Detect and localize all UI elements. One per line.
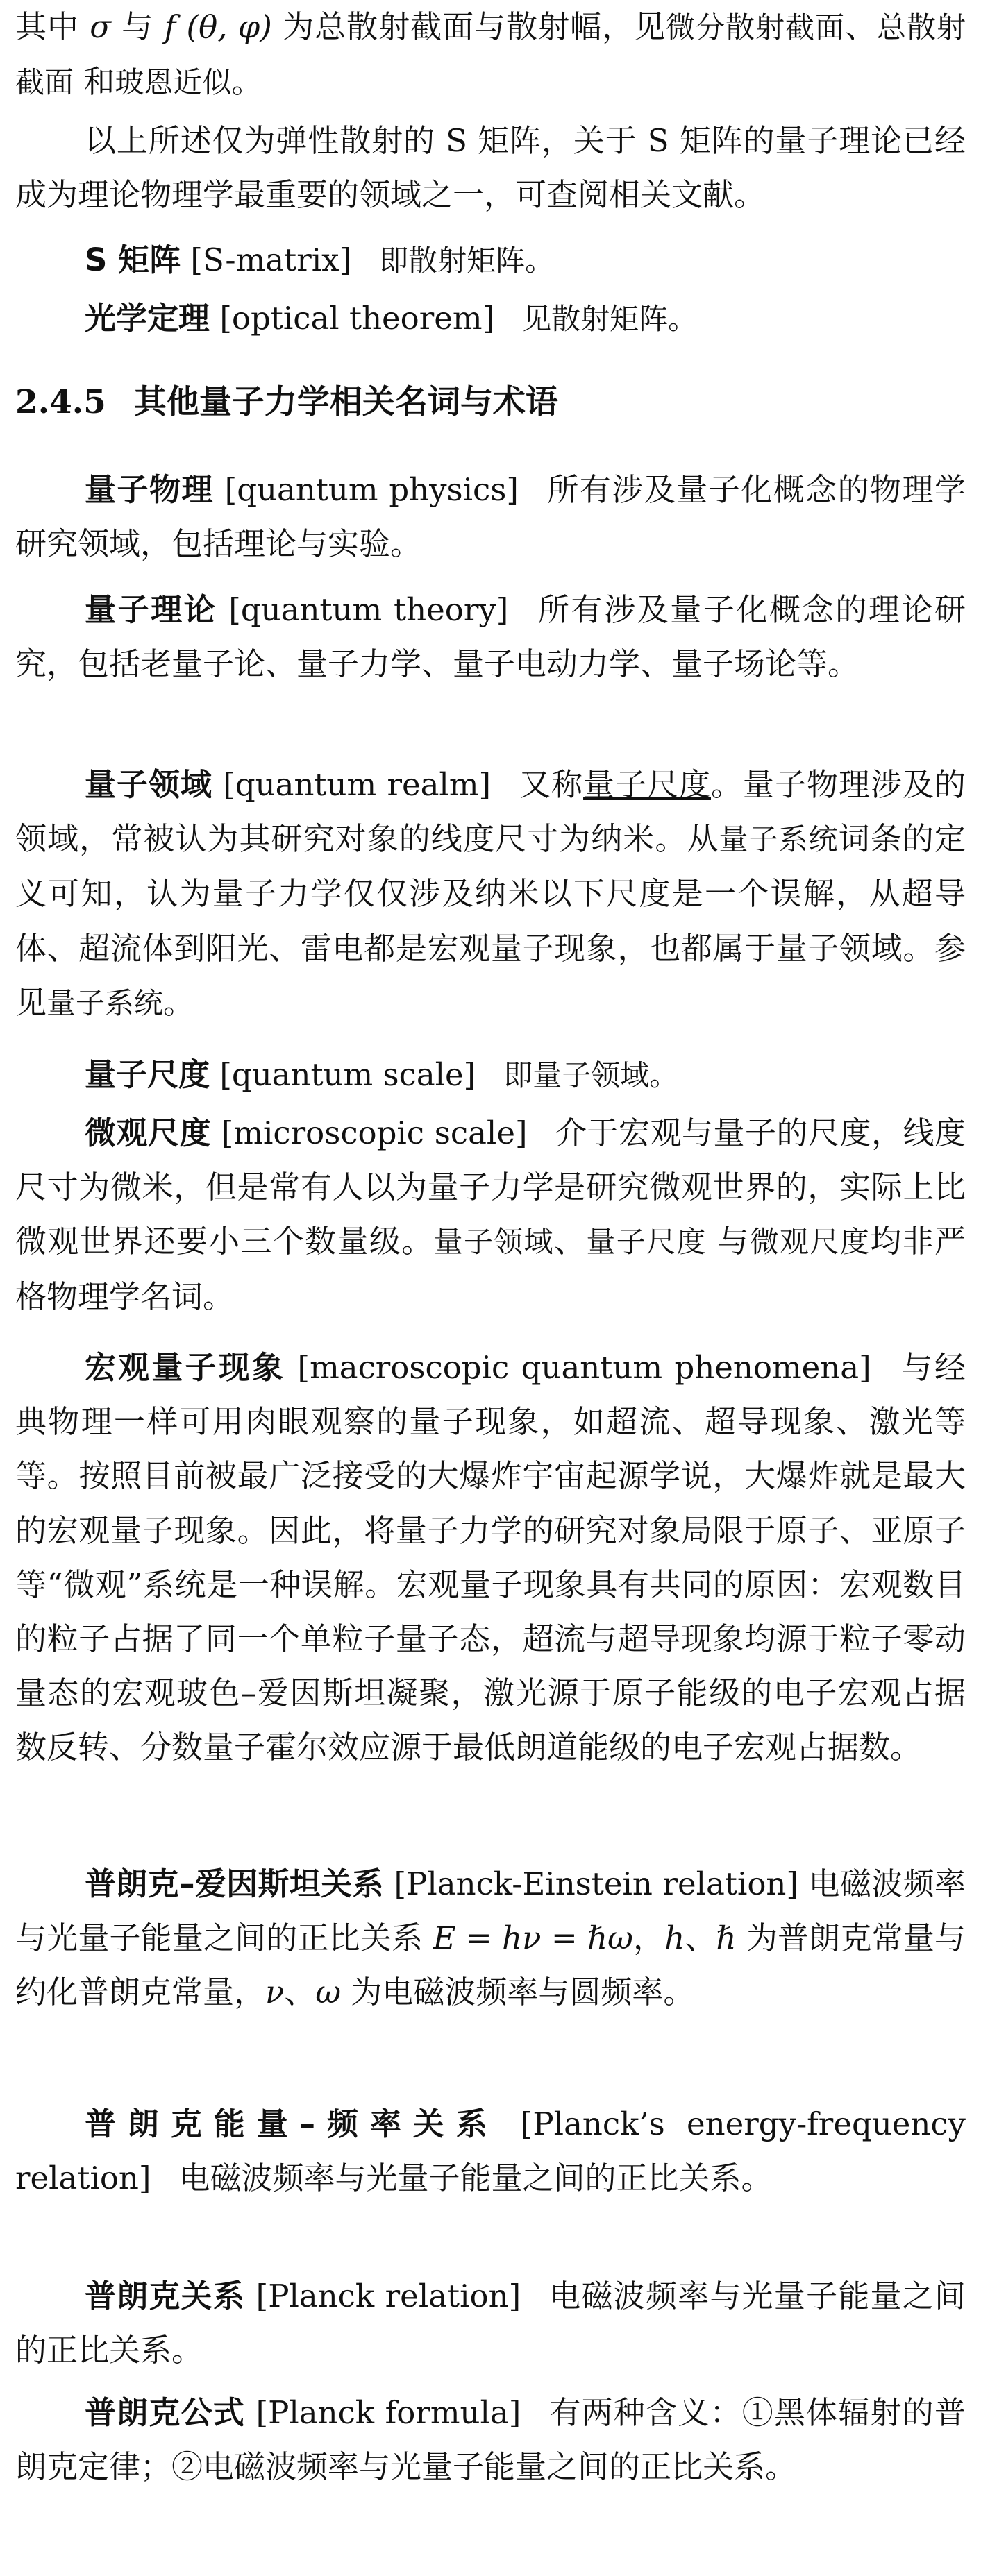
section-heading <box>15 378 966 427</box>
term-chinese: 量子物理 <box>85 471 214 508</box>
term-english: [quantum realm] <box>223 766 492 803</box>
math-h: h <box>664 1920 685 1957</box>
entry-body: 、 <box>284 1974 316 2011</box>
entry-body: 即散射矩阵。 <box>379 244 555 278</box>
term-english: [quantum scale] <box>219 1056 476 1093</box>
section-number: 2.4.5 <box>15 383 106 421</box>
text: 、 <box>845 8 877 45</box>
xref-quantum-scale: 量子尺度 <box>586 1225 707 1260</box>
math-sigma: σ <box>90 8 111 45</box>
entry-body: 。量子物理涉及的领域，常被认为其研究对象的线度尺寸为纳米。从 <box>15 766 966 858</box>
entry-body: 与经典物理一样可用肉眼观察的量子现象，如超流、超导现象、激光等等。按照目前被最广泛接受的大爆炸宇宙起源学说，大爆炸就是最大的宏观量子现象。因此，将量子力学的研究对象局限于原子、亚原子等“微观”系统是一种误解。宏观量子现象具有共同的原因：宏观数目的粒子占据了同一个单粒子量子态，超流与超导现象均源于粒子零动量态的宏观玻色–爱因斯坦凝聚，激光源于原子能级的电子宏观占据数反转、分数量子霍尔效应源于最低朗道能级的电子宏观占据数。 <box>15 1349 966 1766</box>
math-hbar: ℏ <box>716 1920 737 1957</box>
entry-body: 、 <box>554 1223 587 1260</box>
entry-quantum-scale <box>15 1048 966 1103</box>
term-english: [quantum physics] <box>224 471 519 508</box>
xref-quantum-system: 量子系统 <box>47 985 164 1020</box>
math-scattering-amplitude: f (θ, φ) <box>164 8 272 45</box>
term-chinese: 普朗克–爱因斯坦关系 <box>85 1865 384 1902</box>
entry-macroscopic-quantum-phenomena <box>15 1341 966 1775</box>
entry-s-matrix <box>15 233 966 288</box>
math-omega: ω <box>315 1974 342 2011</box>
entry-quantum-realm <box>15 758 966 1031</box>
xref-total-cross-section: 总散射截面 <box>15 10 966 100</box>
entry-body: 介于宏观与量子的尺度，线度尺寸为微米，但是常有人以为量子力学是研究微观世界的，实际上比微观世界还要小三个数量级。 <box>15 1115 966 1260</box>
term-chinese: 宏观量子现象 <box>85 1349 286 1386</box>
text: 。 <box>231 63 263 101</box>
term-chinese: 量子尺度 <box>85 1056 210 1093</box>
term-chinese: 微观尺度 <box>85 1115 211 1151</box>
term-english: [S-matrix] <box>190 242 352 278</box>
entry-body: 又称 <box>519 766 584 803</box>
entry-body: 词条的定义可知，认为量子力学仅仅涉及纳米以下尺度是一个误解，从超导体、超流体到阳光、雷电都是宏观量子现象，也都属于量子领域。参见 <box>15 820 966 1021</box>
entry-body: 。 <box>163 983 195 1021</box>
term-chinese: 量子理论 <box>85 591 217 628</box>
smatrix-note-paragraph: 以上所述仅为弹性散射的 S 矩阵，关于 S 矩阵的量子理论已经成为理论物理学最重要的领域之一，可查阅相关文献。 <box>15 122 966 214</box>
entry-planck-energy-frequency-relation <box>15 2097 966 2205</box>
term-chinese: S 矩阵 <box>85 242 181 278</box>
xref-differential-cross-section: 微分散射截面 <box>666 10 845 44</box>
term-english: [macroscopic quantum phenomena] <box>297 1349 871 1386</box>
entry-planck-einstein-relation <box>15 1857 966 2020</box>
entry-body: 为普朗克常量与约化普朗克常量， <box>15 1920 966 2011</box>
text: 其中 <box>15 8 90 45</box>
intro-paragraph <box>15 0 966 110</box>
xref-born-approximation: 玻恩近似 <box>115 65 232 100</box>
section-title: 其他量子力学相关名词与术语 <box>133 383 558 421</box>
term-english: [optical theorem] <box>219 300 495 337</box>
term-english: [Planck relation] <box>255 2278 521 2314</box>
entry-body: 为电磁波频率与圆频率。 <box>341 1974 695 2011</box>
entry-optical-theorem <box>15 291 966 346</box>
xref-quantum-system: 量子系统 <box>719 822 839 857</box>
entry-quantum-physics <box>15 463 966 571</box>
term-english: [Planck formula] <box>255 2394 521 2431</box>
text: 与 <box>111 8 165 45</box>
entry-body: 所有涉及量子化概念的理论研究，包括老量子论、量子力学、量子电动力学、量子场论等。 <box>15 591 966 683</box>
math-planck-einstein: E = hν = ℏω <box>433 1920 633 1957</box>
math-nu: ν <box>265 1974 285 2011</box>
entry-body: 、 <box>685 1920 716 1957</box>
entry-body: ， <box>632 1920 665 1957</box>
entry-planck-formula <box>15 2386 966 2494</box>
text: 为总散射截面与散射幅，见 <box>271 8 666 45</box>
term-chinese: 普朗克能量–频率关系 <box>85 2105 499 2142</box>
text: 和 <box>74 63 115 101</box>
entry-planck-relation <box>15 2269 966 2378</box>
entry-body: 电磁波频率与光量子能量之间的正比关系。 <box>178 2160 773 2197</box>
term-english: [microscopic scale] <box>221 1115 528 1151</box>
entry-body: 有两种含义：①黑体辐射的普朗克定律；②电磁波频率与光量子能量之间的正比关系。 <box>15 2394 966 2486</box>
entry-body: 均非严格物理学名词。 <box>15 1223 966 1315</box>
term-chinese: 量子领域 <box>85 766 212 803</box>
term-english: [Planck’s energy-frequency relation] <box>15 2105 966 2197</box>
xref-quantum-realm: 量子领域 <box>433 1225 555 1260</box>
entry-body: 电磁波频率与光量子能量之间的正比关系。 <box>15 2278 966 2369</box>
entry-body: 即量子领域。 <box>503 1058 679 1092</box>
entry-quantum-theory <box>15 583 966 691</box>
entry-body: 与 <box>706 1223 750 1260</box>
entry-body: 见散射矩阵。 <box>522 302 698 336</box>
term-chinese: 普朗克关系 <box>85 2278 246 2314</box>
underlined-term: 量子尺度 <box>583 766 711 803</box>
entry-microscopic-scale <box>15 1106 966 1324</box>
term-english: [quantum theory] <box>228 591 509 628</box>
term-english: [Planck-Einstein relation] <box>394 1865 798 1902</box>
term-chinese: 普朗克公式 <box>85 2394 246 2431</box>
xref-microscopic-scale: 微观尺度 <box>749 1225 871 1260</box>
entry-body: 电磁波频率与光量子能量之间的正比关系 <box>15 1865 966 1957</box>
term-chinese: 光学定理 <box>85 300 210 337</box>
entry-body: 所有涉及量子化概念的物理学研究领域，包括理论与实验。 <box>15 471 966 563</box>
